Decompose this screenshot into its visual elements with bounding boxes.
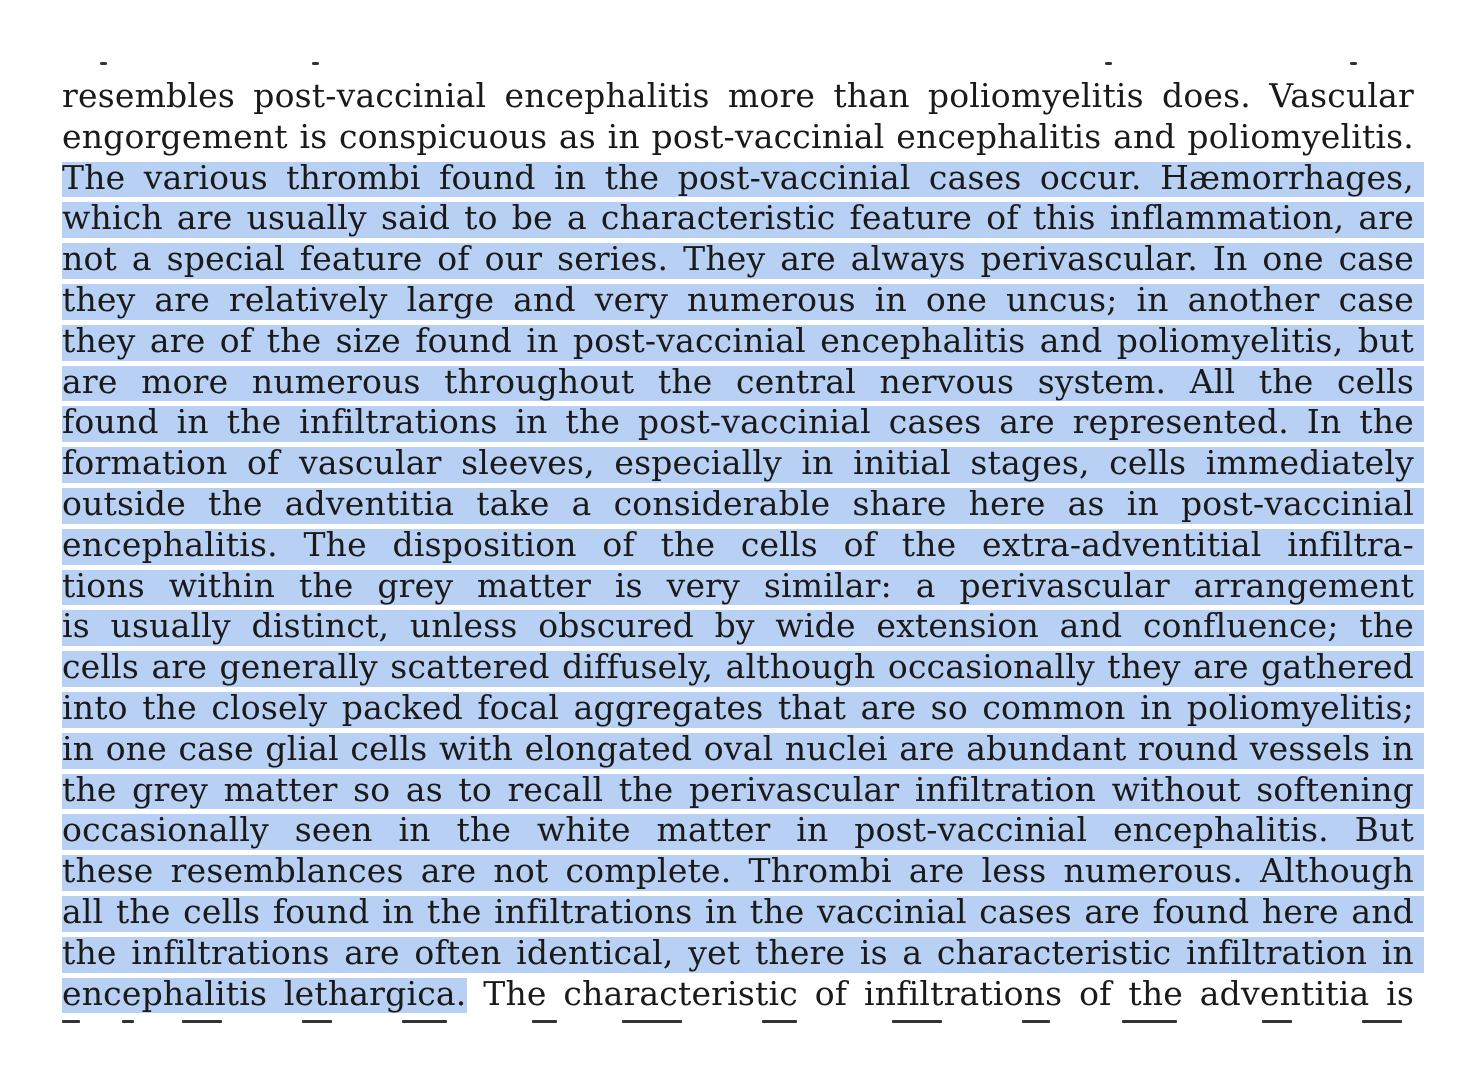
text-line[interactable] [62, 606, 1414, 647]
text-line-content: encephalitis lethargica. The characteristic of infiltrations of the adventitia is [62, 973, 1414, 1013]
text-line-content: resembles post-vaccinial encephalitis more than poliomyelitis does. Vascular [62, 76, 1414, 115]
text-line[interactable] [62, 566, 1414, 607]
text-line[interactable] [62, 402, 1414, 443]
text-line-content: engorgement is conspicuous as in post-vaccinial encephalitis and poliomyelitis. [62, 116, 1414, 156]
text-line-content: outside the adventitia take a considerable share here as in post-vaccinial [62, 483, 1414, 523]
text-line-content: found in the infiltrations in the post-vaccinial cases are represented. In the [62, 402, 1414, 442]
text-line[interactable] [62, 933, 1414, 974]
text-line[interactable] [62, 851, 1414, 892]
text-line-content: the grey matter so as to recall the perivascular infiltration without softening [62, 769, 1414, 809]
text-line-content: into the closely packed focal aggregates that are so common in poliomyelitis; [62, 687, 1414, 727]
text-line-content: the infiltrations are often identical, yet there is a characteristic infiltration in [62, 932, 1414, 972]
text-line-content: occasionally seen in the white matter in post-vaccinial encephalitis. But [62, 810, 1414, 850]
text-line-content: which are usually said to be a characteristic feature of this inflammation, are [62, 198, 1414, 238]
text-line-content: they are relatively large and very numerous in one uncus; in another case [62, 279, 1414, 319]
text-line-content: these resemblances are not complete. Thrombi are less numerous. Although [62, 851, 1414, 891]
text-line[interactable] [62, 647, 1414, 688]
text-line-content: cells are generally scattered diffusely, although occasionally they are gathered [62, 647, 1414, 687]
text-line-content: tions within the grey matter is very similar: a perivascular arrangement [62, 565, 1414, 605]
text-line-content: formation of vascular sleeves, especially in initial stages, cells immediately [62, 443, 1414, 483]
text-line[interactable] [62, 484, 1414, 525]
text-line[interactable] [62, 76, 1414, 117]
text-line[interactable] [62, 525, 1414, 566]
text-line-content: are more numerous throughout the central nervous system. All the cells [62, 361, 1414, 401]
text-line[interactable] [62, 198, 1414, 239]
text-line[interactable] [62, 239, 1414, 280]
text-line[interactable] [62, 810, 1414, 851]
cropped-previous-line [62, 56, 1414, 74]
text-line[interactable] [62, 117, 1414, 158]
text-line[interactable] [62, 729, 1414, 770]
text-line[interactable] [62, 688, 1414, 729]
text-line-content: The various thrombi found in the post-vaccinial cases occur. Hæmorrhages, [62, 157, 1414, 197]
text-line-content: not a special feature of our series. They are always perivascular. In one case [62, 239, 1414, 279]
text-line[interactable] [62, 443, 1414, 484]
body-text[interactable] [62, 76, 1414, 1014]
text-line[interactable] [62, 974, 1414, 1015]
text-line[interactable] [62, 280, 1414, 321]
text-line-content: all the cells found in the infiltrations in the vaccinial cases are found here and [62, 891, 1414, 931]
text-line-content: in one case glial cells with elongated oval nuclei are abundant round vessels in [62, 728, 1414, 768]
text-line-content: they are of the size found in post-vaccinial encephalitis and poliomyelitis, but [62, 320, 1414, 360]
text-line-content: is usually distinct, unless obscured by wide extension and confluence; the [62, 606, 1414, 646]
text-line[interactable] [62, 158, 1414, 199]
text-line[interactable] [62, 321, 1414, 362]
text-line[interactable] [62, 892, 1414, 933]
text-line[interactable] [62, 770, 1414, 811]
text-line-content: encephalitis. The disposition of the cells of the extra-adventitial infiltra- [62, 524, 1414, 564]
text-line[interactable] [62, 362, 1414, 403]
